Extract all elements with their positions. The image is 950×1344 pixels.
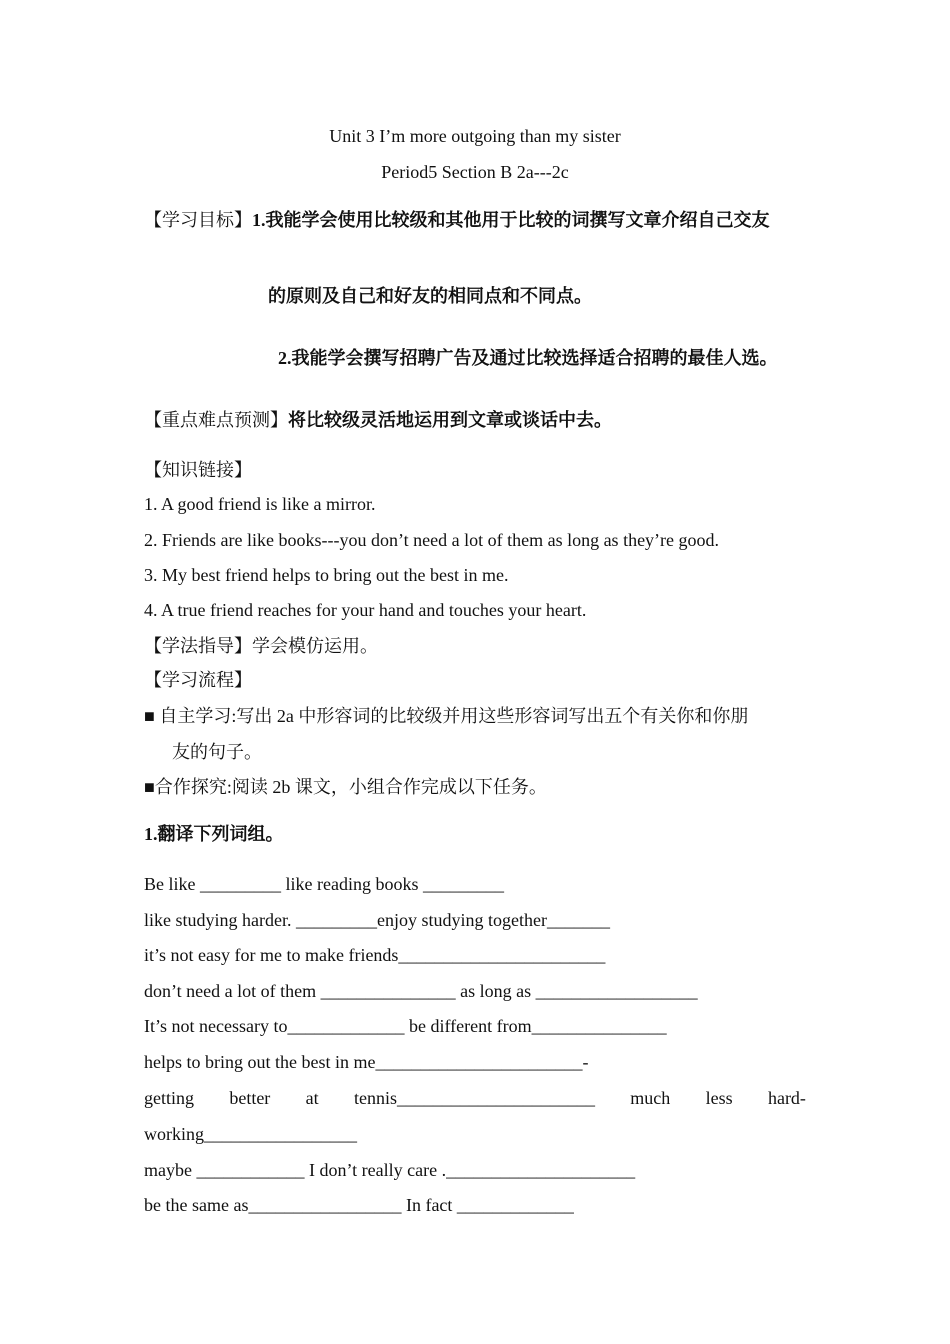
phrase-row: don’t need a lot of them _______________ as long as __________________ — [144, 981, 698, 1001]
self-study-line-1: ■ 自主学习:写出 2a 中形容词的比较级并用这些形容词写出五个有关你和你朋 — [144, 706, 749, 726]
phrase-word: at — [305, 1088, 319, 1108]
phrase-word: better — [229, 1088, 271, 1108]
page-title: Unit 3 I’m more outgoing than my sister — [329, 126, 621, 146]
objective-1: 1.我能学会使用比较级和其他用于比较的词撰写文章介绍自己交友 — [252, 210, 770, 230]
phrase-word: less — [705, 1088, 733, 1108]
phrase-row: be the same as_________________ In fact _____________ — [144, 1195, 574, 1215]
objective-2: 2.我能学会撰写招聘广告及通过比较选择适合招聘的最佳人选。 — [278, 348, 778, 368]
method-label: 【学法指导】 — [144, 636, 252, 656]
phrase-row-justified — [144, 1086, 806, 1110]
method — [144, 634, 378, 658]
page-subtitle: Period5 Section B 2a---2c — [381, 162, 569, 182]
phrase-word: getting — [144, 1088, 194, 1108]
phrase-word: hard- — [767, 1088, 806, 1108]
phrase-row: It’s not necessary to_____________ be different from_______________ — [144, 1016, 667, 1036]
objective-1-continued: 的原则及自己和好友的相同点和不同点。 — [268, 286, 592, 306]
phrase-row: helps to bring out the best in me_______________________- — [144, 1052, 589, 1072]
phrase-word: tennis______________________ — [353, 1088, 595, 1108]
key-points-text: 将比较级灵活地运用到文章或谈话中去。 — [288, 410, 612, 430]
key-points-label: 【重点难点预测】 — [144, 410, 288, 430]
phrase-row: it’s not easy for me to make friends_______________________ — [144, 945, 606, 965]
knowledge-item: 1. A good friend is like a mirror. — [144, 494, 376, 514]
phrase-row: like studying harder. _________enjoy studying together_______ — [144, 910, 610, 930]
phrase-row: Be like _________ like reading books _________ — [144, 874, 504, 894]
phrase-row: working_________________ — [144, 1124, 357, 1144]
key-points — [144, 408, 612, 432]
self-study-line-2: 友的句子。 — [172, 742, 262, 762]
knowledge-item: 2. Friends are like books---you don’t need a lot of them as long as they’re good. — [144, 530, 720, 550]
objectives-label: 【学习目标】 — [144, 210, 252, 230]
phrase-word: much — [630, 1088, 671, 1108]
method-text: 学会模仿运用。 — [252, 636, 378, 656]
cooperative-study: ■合作探究:阅读 2b 课文，小组合作完成以下任务。 — [144, 777, 547, 797]
phrase-row: maybe ____________ I don’t really care ._____________________ — [144, 1160, 636, 1180]
task-1-heading: 1.翻译下列词组。 — [144, 824, 284, 844]
objectives-line-1 — [144, 208, 770, 232]
knowledge-item: 3. My best friend helps to bring out the best in me. — [144, 565, 509, 585]
knowledge-item: 4. A true friend reaches for your hand and touches your heart. — [144, 600, 587, 620]
process-label: 【学习流程】 — [144, 670, 252, 690]
knowledge-label: 【知识链接】 — [144, 460, 252, 480]
